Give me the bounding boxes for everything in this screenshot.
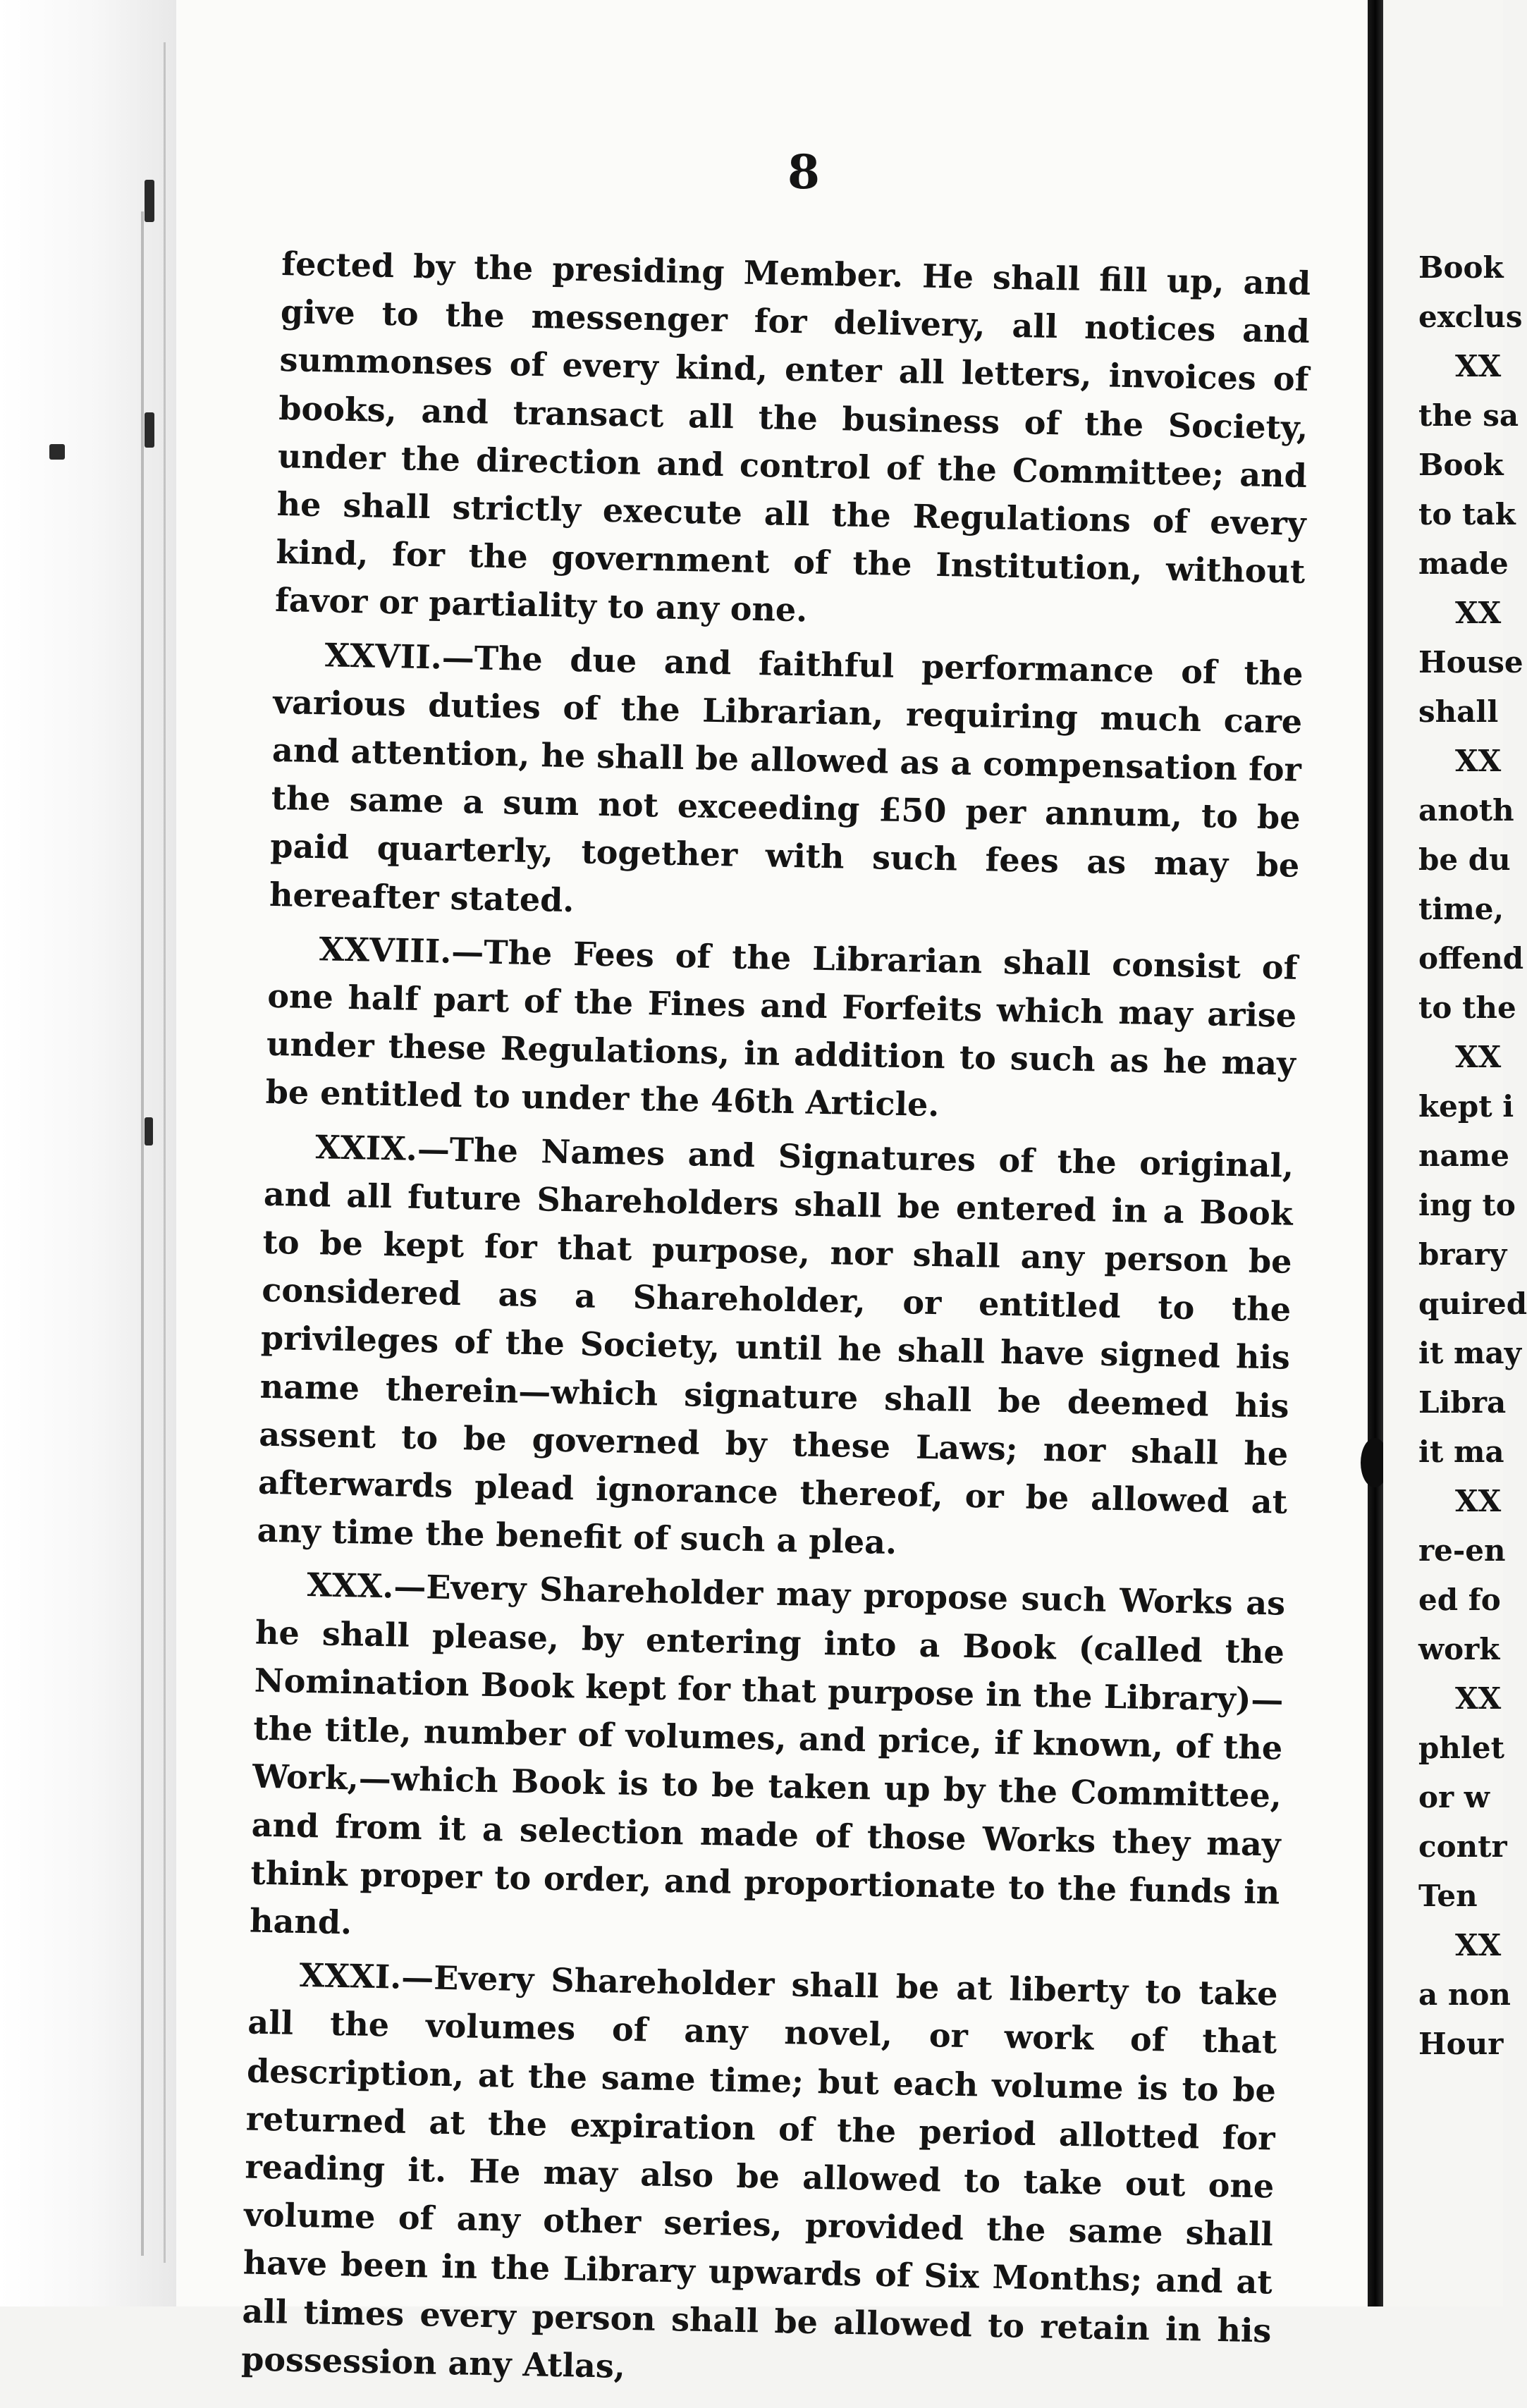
binding-line xyxy=(141,211,144,2256)
facing-line: shall xyxy=(1418,694,1499,729)
paragraph: fected by the presiding Member. He shall fill up, and give to the messenger for delivery, all notices and summonses of every kind, enter all letters, invoices of books, and transact all the business of the Society, under the direction and control of the Committee; and he shall strictly execute all the Regulations of every kind, for the government of the Institution, without favor or partiality to any one. xyxy=(274,244,1311,629)
ink-mark xyxy=(145,412,154,448)
page-number: 8 xyxy=(787,145,820,199)
facing-line: it ma xyxy=(1418,1435,1504,1469)
facing-line: XX xyxy=(1455,1928,1502,1962)
page-gutter xyxy=(1368,0,1383,2306)
facing-line: contr xyxy=(1418,1829,1507,1864)
facing-line: XX xyxy=(1455,1040,1502,1074)
paragraph-article-xxviii: XXVIII.—The Fees of the Librarian shall consist of one half part of the Fines and Forfeits which may arise under these Regulations, in addition to such as he may be entitled to under the 46th Article. xyxy=(265,930,1298,1124)
facing-line: offend xyxy=(1418,941,1524,976)
paragraph-article-xxxi: XXXI.—Every Shareholder shall be at liberty to take all the volumes of any novel, or work of that description, at the same time; but each volume is to be returned at the expiration of the period allotted for reading it. He may also be allowed to take out one volume of any other series, provided the same shall have been in the Library upwards of Six Months; and at all times every person shall be allowed to retain in his possession any Atlas, xyxy=(240,1956,1279,2385)
facing-page xyxy=(1383,0,1527,2306)
facing-line: Book xyxy=(1418,448,1504,482)
page-body xyxy=(240,240,1311,2408)
paragraph-article-xxx: XXX.—Every Shareholder may propose such Works as he shall please, by entering into a Book (called the Nomination Book kept for that purpose in the Library)—the title, number of volumes, and price, if known, of the Work,—which Book is to be taken up by the Committee, and from it a selection made of those Works they may think proper to order, and proportionate to the funds in hand. xyxy=(249,1566,1286,1942)
facing-line: Libra xyxy=(1418,1385,1507,1420)
facing-line: the sa xyxy=(1418,398,1519,433)
facing-line: or w xyxy=(1418,1780,1490,1814)
facing-line: XX xyxy=(1455,596,1502,630)
facing-line: it may xyxy=(1418,1336,1522,1370)
facing-line: work xyxy=(1418,1632,1500,1666)
facing-line: House xyxy=(1418,645,1523,680)
ink-mark xyxy=(145,180,154,222)
facing-line: a non xyxy=(1418,1977,1511,2012)
facing-line: to tak xyxy=(1418,497,1516,532)
facing-line: made xyxy=(1418,546,1509,581)
facing-line: kept i xyxy=(1418,1089,1514,1124)
facing-line: name xyxy=(1418,1138,1509,1173)
facing-line: phlet xyxy=(1418,1731,1504,1765)
paragraph-article-xxix: XXIX.—The Names and Signatures of the original, and all future Shareholders shall be entered in a Book to be kept for that purpose, nor shall any person be considered as a Shareholder, or entitled to the privileges of the Society, until he shall have signed his name therein—which signature shall be deemed his assent to be governed by these Laws; nor shall he afterwards plead ignorance thereof, or be allowed at any time the benefit of such a plea. xyxy=(257,1127,1294,1562)
facing-line: XX xyxy=(1455,349,1502,383)
facing-line: be du xyxy=(1418,842,1511,877)
facing-line: Hour xyxy=(1418,2027,1504,2061)
facing-line: brary xyxy=(1418,1237,1507,1272)
facing-line: quired xyxy=(1418,1286,1527,1321)
facing-line: exclus xyxy=(1418,300,1523,334)
ink-mark xyxy=(49,444,65,460)
facing-line: time, xyxy=(1418,892,1504,926)
facing-page-text xyxy=(1418,243,1527,2069)
facing-line: ed fo xyxy=(1418,1583,1501,1617)
paragraph-article-xxvii: XXVII.—The due and faithful performance of the various duties of the Librarian, requiring much care and attention, he shall be allowed as a compensation for the same a sum not exceeding £50 per annum, to be paid quarterly, together with such fees as may be hereafter stated. xyxy=(269,635,1304,919)
facing-line: anoth xyxy=(1418,793,1514,828)
facing-line: Ten xyxy=(1418,1879,1478,1913)
left-margin xyxy=(0,0,176,2306)
facing-line: re-en xyxy=(1418,1533,1506,1568)
facing-line: Book xyxy=(1418,250,1504,285)
facing-line: XX xyxy=(1455,744,1502,778)
facing-line: ing to xyxy=(1418,1188,1516,1222)
ink-mark xyxy=(145,1117,153,1145)
binding-line xyxy=(164,42,166,2263)
facing-line: XX xyxy=(1455,1681,1502,1716)
facing-line: XX xyxy=(1455,1484,1502,1518)
facing-line: to the xyxy=(1418,990,1516,1025)
